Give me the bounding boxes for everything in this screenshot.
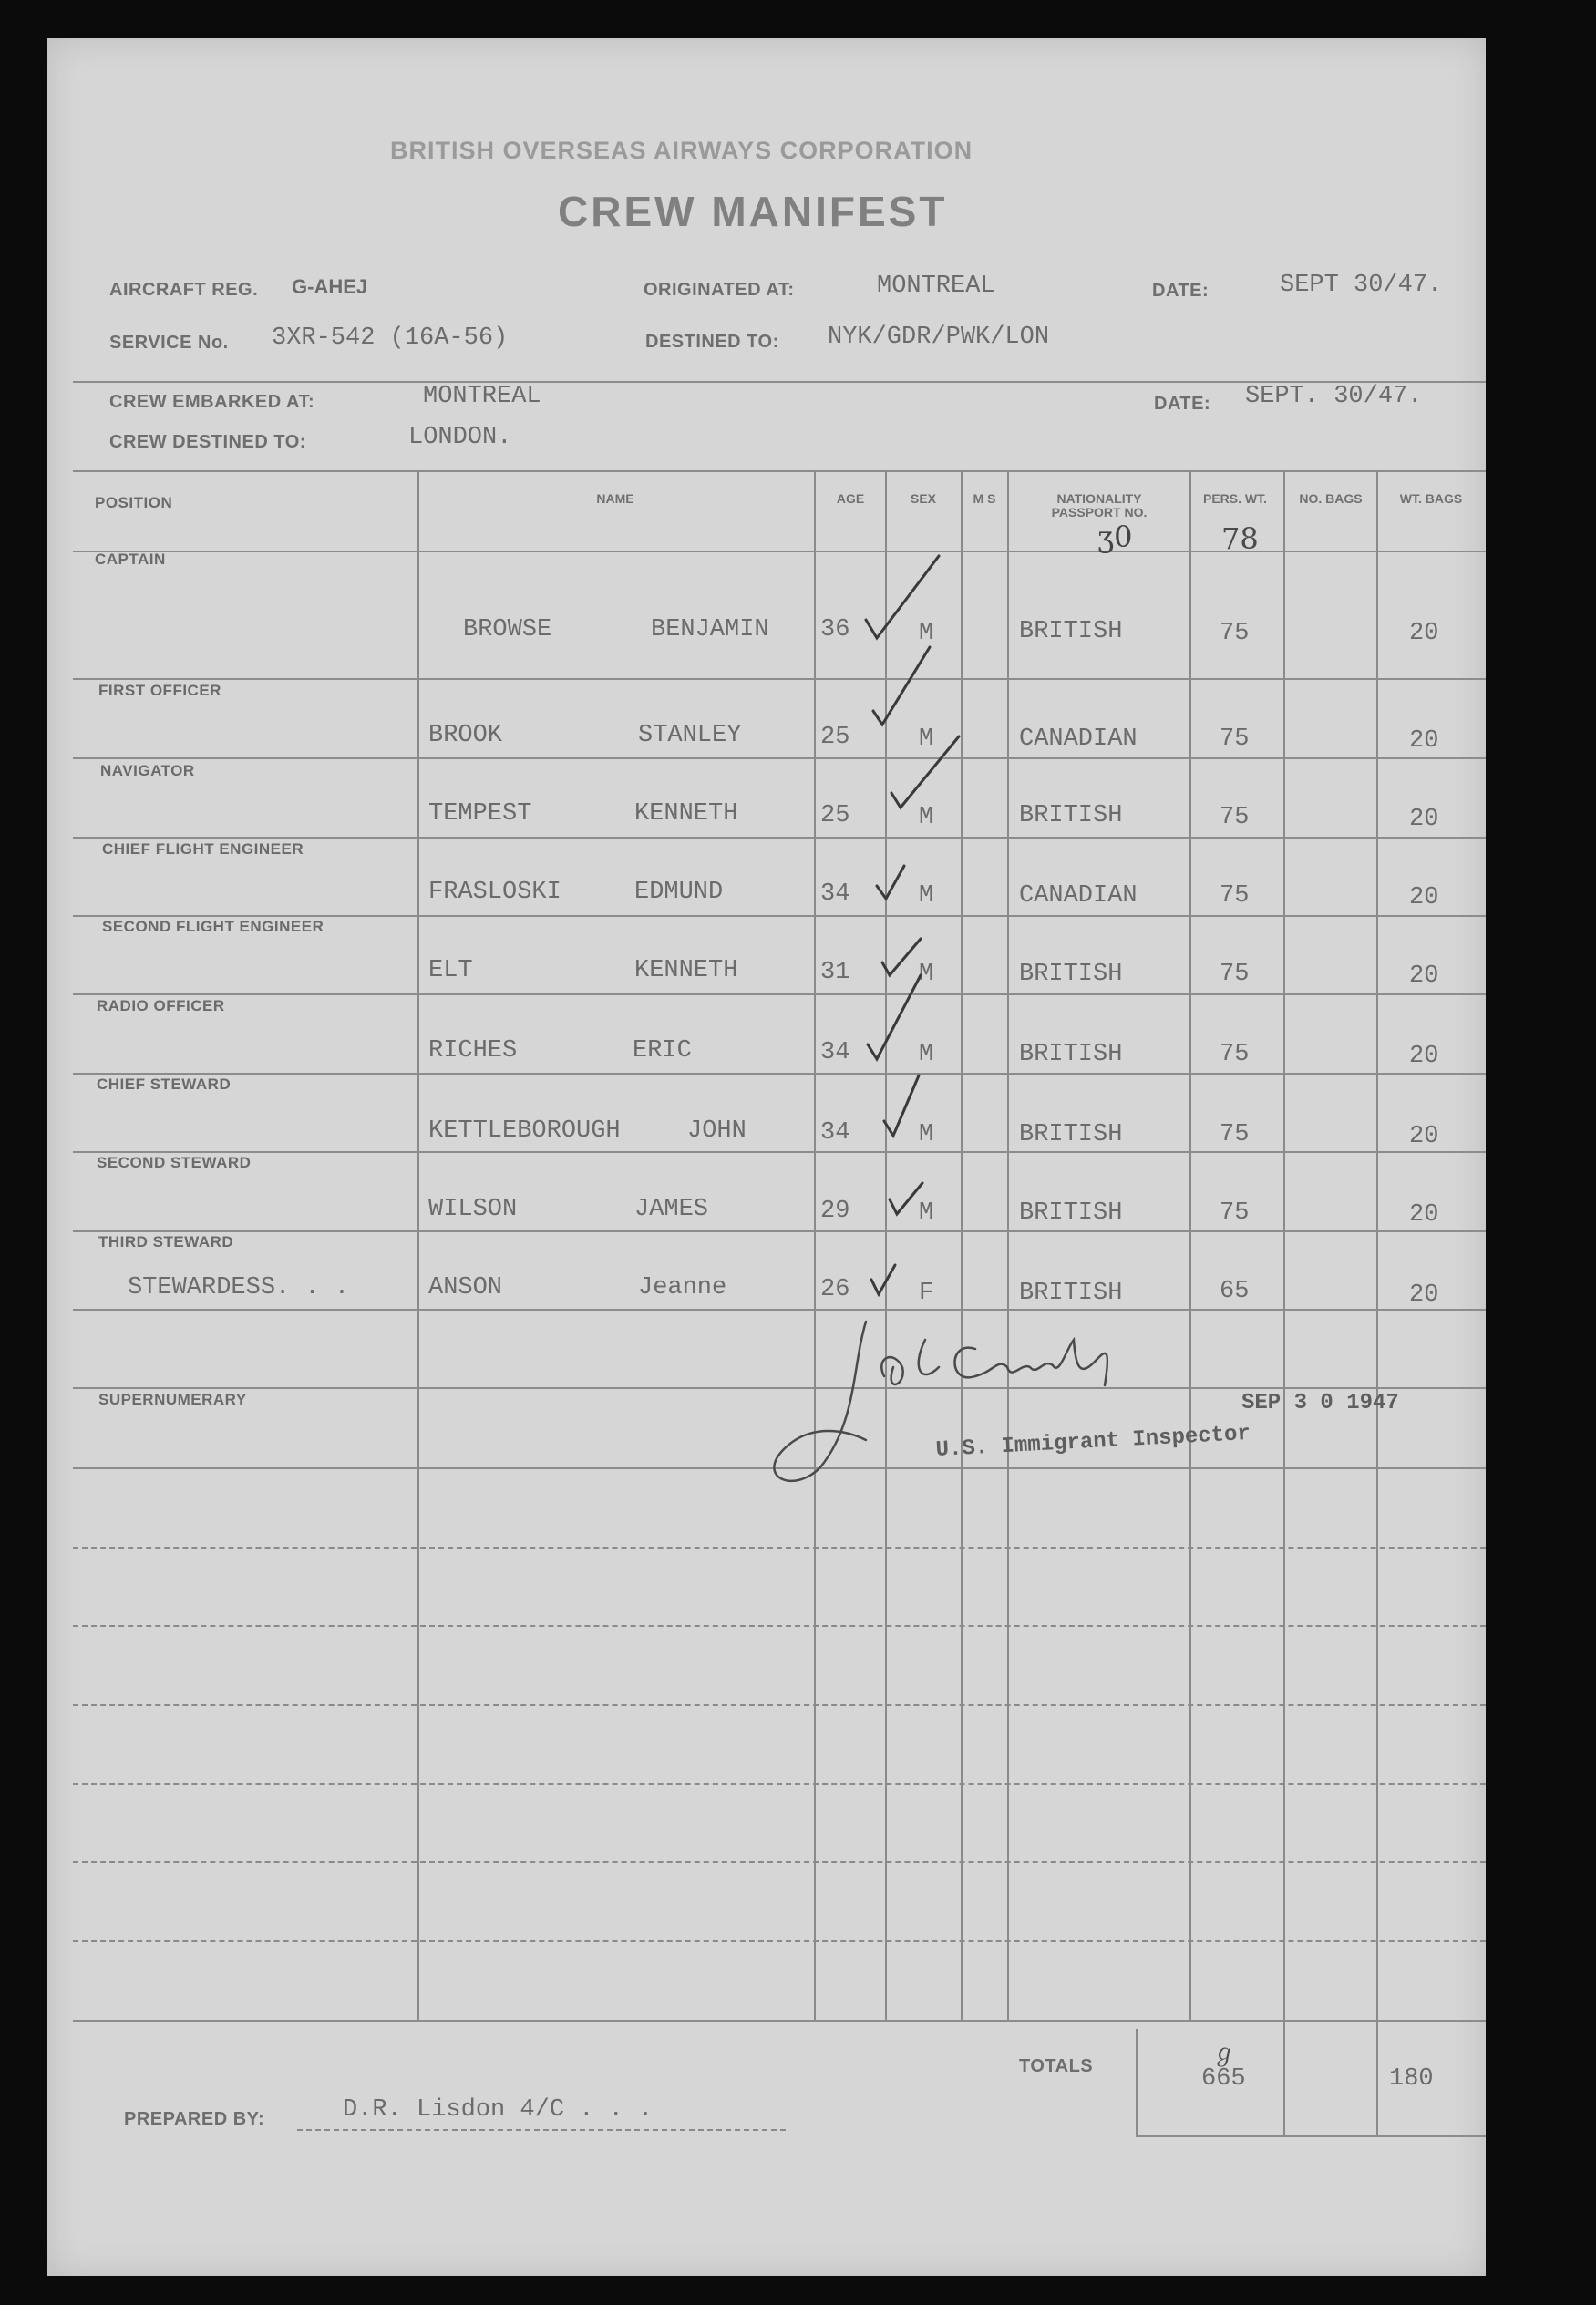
crew-given-name: EDMUND	[634, 879, 724, 906]
pos-chief-steward: CHIEF STEWARD	[97, 1075, 232, 1093]
crew-nationality: CANADIAN	[1019, 725, 1138, 753]
crew-wt-bags: 20	[1409, 620, 1439, 647]
company-name: BRITISH OVERSEAS AIRWAYS CORPORATION	[390, 137, 973, 164]
crew-embarked-value: MONTREAL	[423, 383, 541, 410]
crew-given-name: JAMES	[634, 1196, 709, 1223]
crew-sex: M	[919, 1041, 934, 1068]
col-sex: SEX	[910, 491, 936, 506]
crew-given-name: BENJAMIN	[651, 616, 769, 643]
stamp-title: U.S. Immigrant Inspector	[935, 1421, 1251, 1463]
crew-wt-bags: 20	[1409, 884, 1439, 911]
extra-mark: ʒ0	[1097, 520, 1133, 554]
originated-label: ORIGINATED AT:	[644, 280, 795, 300]
crew-wt-bags: 20	[1409, 1043, 1439, 1070]
crew-given-name: KENNETH	[634, 800, 738, 828]
crew-wt-bags: 20	[1409, 1281, 1439, 1309]
crew-sex: M	[919, 620, 934, 647]
crew-age: 34	[820, 880, 850, 908]
totals-mark: ℊ	[1212, 2040, 1237, 2067]
crew-given-name: KENNETH	[634, 957, 738, 984]
divider-table-top	[73, 470, 1486, 472]
crew-pers-wt: 75	[1220, 961, 1250, 988]
crew-given-name: Jeanne	[638, 1274, 727, 1302]
crew-destined-label: CREW DESTINED TO:	[109, 432, 306, 452]
stamp-date: SEP 3 0 1947	[1241, 1391, 1399, 1415]
crew-surname: ANSON	[428, 1274, 503, 1302]
crew-pers-wt: 75	[1220, 1121, 1250, 1148]
check-mark-icon	[882, 939, 921, 975]
crew-surname: FRASLOSKI	[428, 879, 561, 906]
col-position: POSITION	[95, 494, 173, 511]
crew-nationality: BRITISH	[1019, 1121, 1123, 1148]
captain-extra-weight: 78	[1221, 521, 1259, 556]
crew-age: 36	[820, 616, 850, 643]
crew-embarked-label: CREW EMBARKED AT:	[109, 392, 315, 412]
crew-sex: M	[919, 961, 934, 988]
crew-pers-wt: 75	[1220, 804, 1250, 831]
inspector-signature	[766, 1312, 1185, 1495]
crew-surname: TEMPEST	[428, 800, 532, 828]
col-age: AGE	[836, 491, 865, 506]
check-mark-icon	[891, 736, 959, 808]
check-marks	[857, 538, 984, 1340]
crew-nationality: BRITISH	[1019, 961, 1123, 988]
crew-pers-wt: 75	[1220, 725, 1250, 753]
crew-nationality: BRITISH	[1019, 618, 1123, 645]
crew-wt-bags: 20	[1409, 1201, 1439, 1229]
crew-given-name: STANLEY	[638, 722, 742, 749]
pos-supernumerary: SUPERNUMERARY	[98, 1391, 247, 1408]
crew-age: 29	[820, 1198, 850, 1225]
page-title: CREW MANIFEST	[558, 188, 948, 235]
check-mark-icon	[884, 1075, 919, 1136]
originated-value: MONTREAL	[877, 273, 995, 300]
pos-chief-flight-engineer: CHIEF FLIGHT ENGINEER	[102, 840, 304, 858]
totals-pers-wt: 665	[1201, 2065, 1246, 2093]
destined-label: DESTINED TO:	[645, 332, 779, 352]
crew-age: 26	[820, 1276, 850, 1303]
check-mark-icon	[877, 866, 904, 899]
col-pers-wt: PERS. WT.	[1203, 491, 1268, 506]
crew-sex: M	[919, 882, 934, 910]
check-mark-icon	[873, 647, 930, 725]
crew-wt-bags: 20	[1409, 962, 1439, 990]
pos-second-steward: SECOND STEWARD	[97, 1154, 252, 1171]
crew-age: 31	[820, 959, 850, 986]
pos-first-officer: FIRST OFFICER	[98, 682, 221, 699]
crew-date-label: DATE:	[1154, 394, 1211, 414]
crew-nationality: CANADIAN	[1019, 882, 1138, 910]
crew-nationality: BRITISH	[1019, 1041, 1123, 1068]
crew-sex: M	[919, 1199, 934, 1227]
check-mark-icon	[890, 1183, 922, 1214]
crew-pers-wt: 75	[1220, 620, 1250, 647]
crew-date-value: SEPT. 30/47.	[1245, 383, 1423, 410]
col-no-bags: NO. BAGS	[1299, 491, 1363, 506]
crew-nationality: BRITISH	[1019, 802, 1123, 829]
pos-second-flight-engineer: SECOND FLIGHT ENGINEER	[102, 918, 324, 935]
crew-surname: RICHES	[428, 1037, 518, 1065]
crew-sex: M	[919, 725, 934, 753]
crew-age: 25	[820, 802, 850, 829]
totals-wt-bags: 180	[1389, 2065, 1434, 2093]
crew-destined-value: LONDON.	[408, 424, 512, 451]
col-wt-bags: WT. BAGS	[1399, 491, 1463, 506]
pos-navigator: NAVIGATOR	[100, 762, 195, 779]
crew-surname: WILSON	[428, 1196, 518, 1223]
crew-surname: ELT	[428, 957, 473, 984]
service-value: 3XR-542 (16A-56)	[272, 324, 509, 352]
pos-captain: CAPTAIN	[95, 551, 166, 568]
crew-given-name: JOHN	[687, 1117, 747, 1145]
check-mark-icon	[871, 1265, 895, 1294]
crew-wt-bags: 20	[1409, 727, 1439, 755]
crew-age: 34	[820, 1039, 850, 1066]
crew-sex: M	[919, 1121, 934, 1148]
pos-third-steward: THIRD STEWARD	[98, 1233, 234, 1250]
crew-pers-wt: 75	[1220, 1199, 1250, 1227]
col-ms: M S	[973, 491, 996, 506]
date-value: SEPT 30/47.	[1280, 272, 1443, 299]
col-name: NAME	[596, 491, 634, 506]
crew-nationality: BRITISH	[1019, 1280, 1123, 1307]
col-nationality: NATIONALITY PASSPORT NO.	[1051, 491, 1148, 520]
crew-sex: F	[919, 1280, 934, 1307]
aircraft-reg-label: AIRCRAFT REG.	[109, 280, 259, 300]
service-label: SERVICE No.	[109, 333, 229, 353]
crew-given-name: ERIC	[633, 1037, 692, 1065]
crew-surname: KETTLEBOROUGH	[428, 1117, 621, 1145]
aircraft-reg-value: G-AHEJ	[292, 275, 368, 298]
crew-surname: BROWSE	[463, 616, 552, 643]
crew-wt-bags: 20	[1409, 1123, 1439, 1150]
prepared-by-value: D.R. Lisdon 4/C . . .	[343, 2096, 654, 2124]
date-label: DATE:	[1152, 281, 1210, 301]
crew-wt-bags: 20	[1409, 806, 1439, 833]
pos-stewardess: STEWARDESS. . .	[128, 1274, 350, 1302]
check-mark-icon	[866, 556, 939, 638]
crew-sex: M	[919, 804, 934, 831]
crew-pers-wt: 65	[1220, 1278, 1250, 1305]
pos-radio-officer: RADIO OFFICER	[97, 997, 225, 1014]
crew-age: 34	[820, 1119, 850, 1147]
crew-pers-wt: 75	[1220, 882, 1250, 910]
check-mark-icon	[868, 975, 921, 1059]
prepared-by-label: PREPARED BY:	[124, 2109, 265, 2129]
destined-value: NYK/GDR/PWK/LON	[828, 324, 1050, 351]
totals-label: TOTALS	[1019, 2056, 1094, 2076]
crew-nationality: BRITISH	[1019, 1199, 1123, 1227]
crew-pers-wt: 75	[1220, 1041, 1250, 1068]
crew-age: 25	[820, 724, 850, 751]
crew-surname: BROOK	[428, 722, 503, 749]
